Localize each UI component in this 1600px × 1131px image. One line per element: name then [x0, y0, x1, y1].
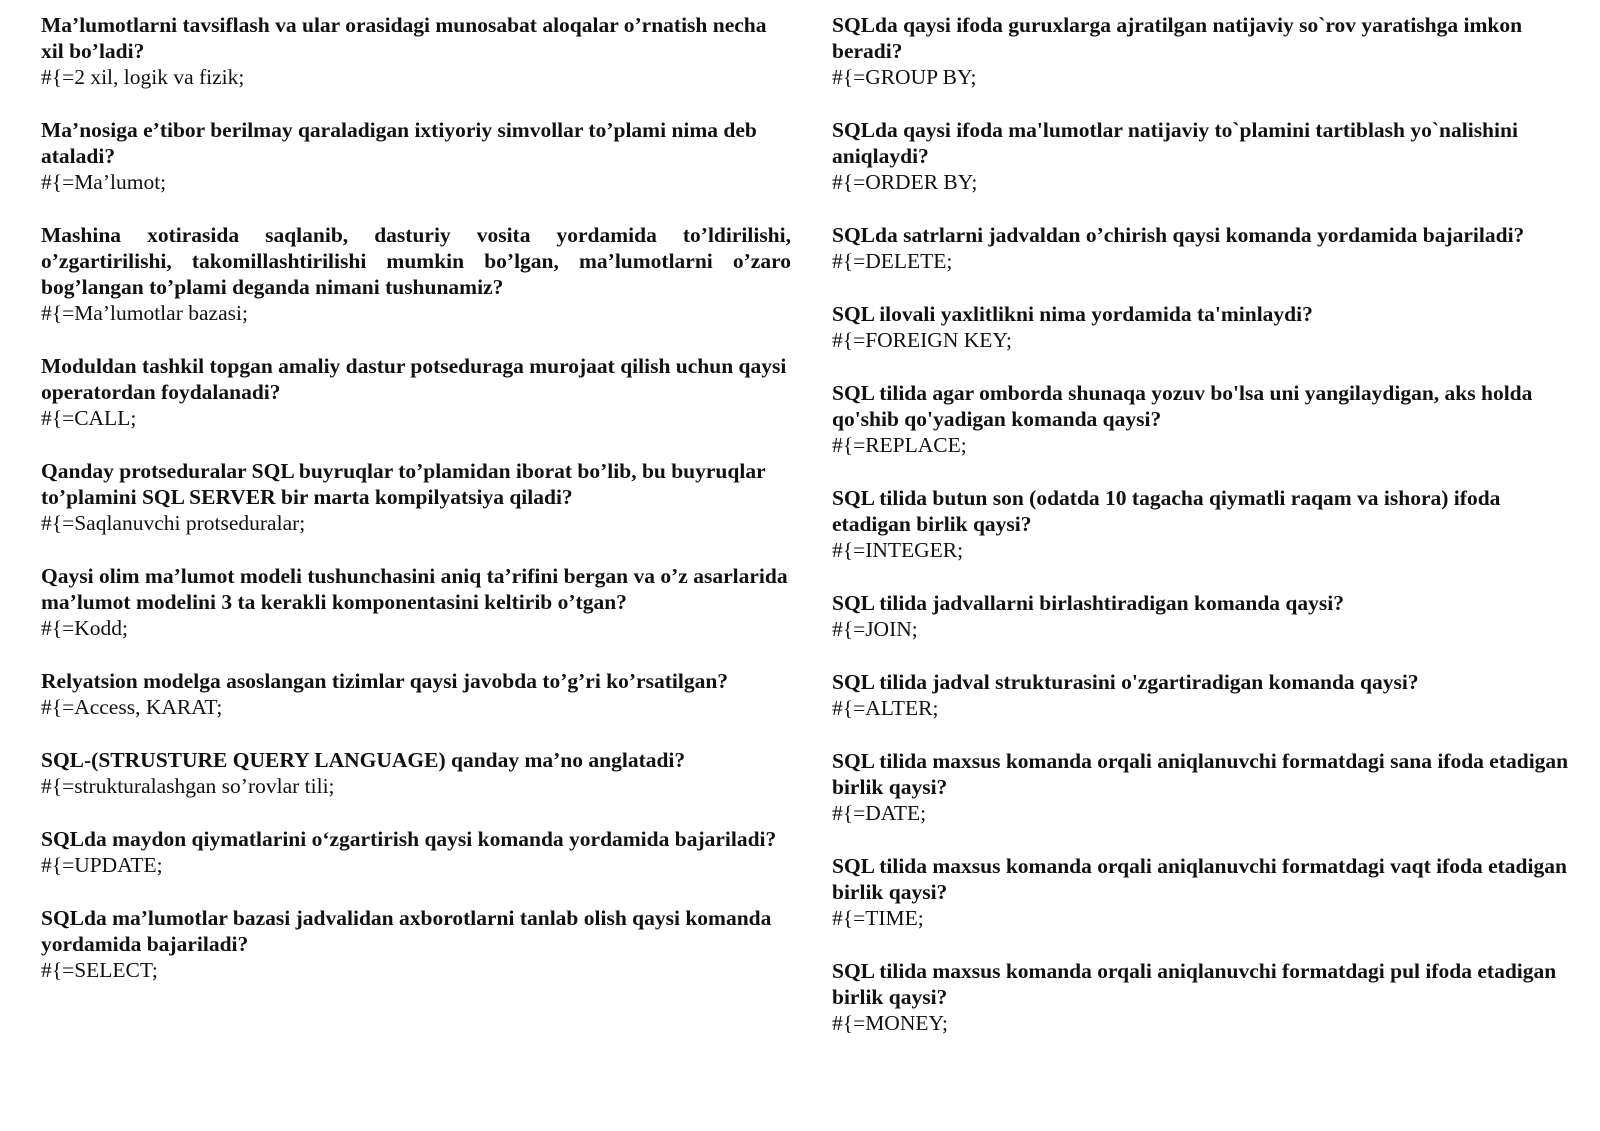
answer-text: #{=Ma’lumot;	[41, 170, 167, 194]
question-text: SQL tilida jadvallarni birlashtiradigan komanda qaysi?	[832, 591, 1344, 615]
question-text: SQL tilida agar omborda shunaqa yozuv bo'lsa uni yangilaydigan, aks holda qo'shib qo'yadigan komanda qaysi?	[832, 381, 1533, 431]
answer-text: #{=Access, KARAT;	[41, 695, 223, 719]
qa-item	[41, 117, 791, 195]
qa-item	[832, 485, 1582, 563]
answer-text: #{=ORDER BY;	[832, 170, 978, 194]
question-text: SQLda ma’lumotlar bazasi jadvalidan axborotlarni tanlab olish qaysi komanda yordamida bajariladi?	[41, 906, 772, 956]
answer-text: #{=Ma’lumotlar bazasi;	[41, 301, 248, 325]
answer-text: #{=DATE;	[832, 801, 927, 825]
qa-item	[41, 222, 791, 326]
qa-item	[41, 905, 791, 983]
answer-text: #{=ALTER;	[832, 696, 939, 720]
answer-text: #{=INTEGER;	[832, 538, 964, 562]
question-text: SQL tilida jadval strukturasini o'zgartiradigan komanda qaysi?	[832, 670, 1419, 694]
question-text: Qanday protseduralar SQL buyruqlar to’plamidan iborat bo’lib, bu buyruqlar to’plamini SQL SERVER bir marta kompilyatsiya qiladi?	[41, 459, 766, 509]
answer-text: #{=MONEY;	[832, 1011, 949, 1035]
qa-item	[41, 747, 791, 799]
qa-item	[41, 668, 791, 720]
answer-text: #{=GROUP BY;	[832, 65, 977, 89]
qa-item	[41, 353, 791, 431]
answer-text: #{=strukturalashgan so’rovlar tili;	[41, 774, 335, 798]
answer-text: #{=DELETE;	[832, 249, 953, 273]
qa-item	[41, 458, 791, 536]
question-text: SQLda satrlarni jadvaldan o’chirish qaysi komanda yordamida bajariladi?	[832, 223, 1525, 247]
answer-text: #{=Saqlanuvchi protseduralar;	[41, 511, 306, 535]
question-text: SQLda qaysi ifoda ma'lumotlar natijaviy to`plamini tartiblash yo`nalishini aniqlaydi?	[832, 118, 1518, 168]
answer-text: #{=JOIN;	[832, 617, 918, 641]
answer-text: #{=REPLACE;	[832, 433, 967, 457]
answer-text: #{=Kodd;	[41, 616, 128, 640]
answer-text: #{=SELECT;	[41, 958, 158, 982]
question-text: SQL tilida maxsus komanda orqali aniqlanuvchi formatdagi pul ifoda etadigan birlik qaysi?	[832, 959, 1557, 1009]
answer-text: #{=CALL;	[41, 406, 137, 430]
question-text: Mashina xotirasida saqlanib, dasturiy vosita yordamida to’ldirilishi, o’zgartirilishi, takomillashtirilishi mumkin bo’lgan, ma’lumotlarni o’zaro bog’langan to’plami deganda nimani tushunamiz?	[41, 223, 791, 299]
qa-item	[832, 748, 1582, 826]
answer-text: #{=FOREIGN KEY;	[832, 328, 1012, 352]
answer-text: #{=2 xil, logik va fizik;	[41, 65, 245, 89]
question-text: Qaysi olim ma’lumot modeli tushunchasini aniq ta’rifini bergan va o’z asarlarida ma’lumot modelini 3 ta kerakli komponentasini keltirib o’tgan?	[41, 564, 788, 614]
left-column	[41, 12, 791, 1010]
right-column	[832, 12, 1582, 1063]
answer-text: #{=UPDATE;	[41, 853, 163, 877]
qa-item	[41, 826, 791, 878]
qa-item	[41, 563, 791, 641]
question-text: SQL tilida maxsus komanda orqali aniqlanuvchi formatdagi vaqt ifoda etadigan birlik qaysi?	[832, 854, 1567, 904]
question-text: SQL-(STRUSTURE QUERY LANGUAGE) qanday ma’no anglatadi?	[41, 748, 686, 772]
question-text: Ma’nosiga e’tibor berilmay qaraladigan ixtiyoriy simvollar to’plami nima deb ataladi?	[41, 118, 757, 168]
question-text: SQLda qaysi ifoda guruxlarga ajratilgan natijaviy so`rov yaratishga imkon beradi?	[832, 13, 1523, 63]
qa-item	[832, 301, 1582, 353]
qa-item	[41, 12, 791, 90]
question-text: Ma’lumotlarni tavsiflash va ular orasidagi munosabat aloqalar o’rnatish necha xil bo’ladi?	[41, 13, 767, 63]
qa-item	[832, 590, 1582, 642]
qa-item	[832, 669, 1582, 721]
question-text: SQL tilida butun son (odatda 10 tagacha qiymatli raqam va ishora) ifoda etadigan birlik qaysi?	[832, 486, 1501, 536]
question-text: Relyatsion modelga asoslangan tizimlar qaysi javobda to’g’ri ko’rsatilgan?	[41, 669, 729, 693]
question-text: SQL ilovali yaxlitlikni nima yordamida ta'minlaydi?	[832, 302, 1313, 326]
qa-item	[832, 958, 1582, 1036]
question-text: Moduldan tashkil topgan amaliy dastur potseduraga murojaat qilish uchun qaysi operatordan foydalanadi?	[41, 354, 787, 404]
question-text: SQL tilida maxsus komanda orqali aniqlanuvchi formatdagi sana ifoda etadigan birlik qaysi?	[832, 749, 1569, 799]
question-text: SQLda maydon qiymatlarini o‘zgartirish qaysi komanda yordamida bajariladi?	[41, 827, 777, 851]
qa-item	[832, 12, 1582, 90]
qa-item	[832, 222, 1582, 274]
answer-text: #{=TIME;	[832, 906, 924, 930]
qa-item	[832, 117, 1582, 195]
qa-item	[832, 853, 1582, 931]
qa-item	[832, 380, 1582, 458]
